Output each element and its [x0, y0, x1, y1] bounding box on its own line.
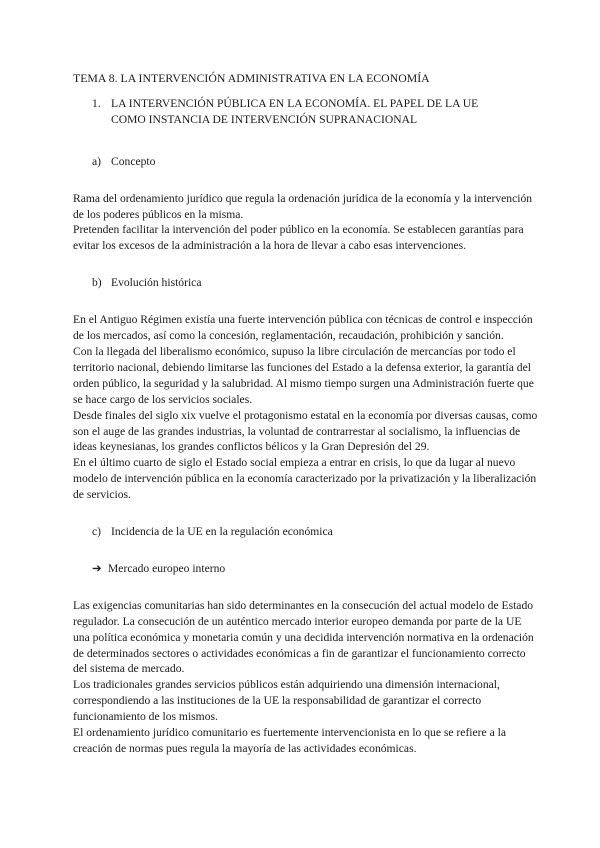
subheading-text: Incidencia de la UE en la regulación económica: [111, 525, 333, 539]
paragraph-evolucion: [73, 312, 540, 503]
section-heading: [92, 96, 540, 128]
section-heading-text: LA INTERVENCIÓN PÚBLICA EN LA ECONOMÍA. EL PAPEL DE LA UE COMO INSTANCIA DE INTERVENCIÓN SUPRANACIONAL: [111, 96, 479, 126]
paragraph-line: El ordenamiento jurídico comunitario es fuertemente intervencionista en lo que se refiere a la creación de normas pues regula la mayoría de las actividades económicas.: [73, 726, 506, 755]
arrow-right-icon: ➔: [92, 561, 102, 575]
paragraph-concepto: [73, 191, 540, 255]
arrow-item-text: Mercado europeo interno: [108, 561, 226, 575]
page-title: TEMA 8. LA INTERVENCIÓN ADMINISTRATIVA EN LA ECONOMÍA: [73, 71, 430, 85]
paragraph-line: Las exigencias comunitarias han sido determinantes en la consecución del actual modelo de Estado regulador. La consecución de un auténtico mercado interior europeo demanda por parte de la UE una política económica y monetaria común y una decidida intervención normativa en la ordenación de determinados sectores o actividades económicas a fin de garantizar el funcionamiento correcto del sistema de mercado.: [73, 598, 534, 676]
paragraph-line: Rama del ordenamiento jurídico que regula la ordenación jurídica de la economía y la intervención de los poderes públicos en la misma.: [73, 191, 533, 221]
paragraph-line: Los tradicionales grandes servicios públicos están adquiriendo una dimensión internacional, correspondiendo a las instituciones de la UE la responsabilidad de garantizar el correcto funcionamiento de los mismos.: [73, 678, 500, 724]
subheading-evolucion: [92, 275, 540, 291]
subheading-incidencia-ue: [92, 524, 540, 540]
subheading-concepto: [92, 154, 540, 170]
subheading-label: c): [92, 525, 102, 539]
arrow-bullet-item: [92, 561, 540, 577]
paragraph-line: Con la llegada del liberalismo económico, supuso la libre circulación de mercancías por todo el territorio nacional, debiendo limitarse las funciones del Estado a la defensa exterior, la garantía del orden público, la seguridad y la salubridad. Al mismo tiempo surgen una Administración fuerte que se hace cargo de los servicios sociales.: [73, 344, 534, 406]
section-number: 1.: [92, 96, 101, 110]
paragraph-mercado: [73, 598, 540, 757]
subheading-text: Concepto: [111, 154, 156, 168]
paragraph-line: Pretenden facilitar la intervención del poder público en la economía. Se establecen garantías para evitar los excesos de la administración a la hora de llevar a cabo esas intervenciones.: [73, 223, 524, 253]
paragraph-line: En el último cuarto de siglo el Estado social empieza a entrar en crisis, lo que da lugar al nuevo modelo de intervención pública en la economía caracterizado por la privatización y la liberalización de servicios.: [73, 456, 537, 502]
subheading-text: Evolución histórica: [111, 276, 202, 290]
paragraph-line: En el Antiguo Régimen existía una fuerte intervención pública con técnicas de control e inspección de los mercados, así como la concesión, reglamentación, recaudación, prohibición y sanción.: [73, 313, 533, 343]
subheading-label: b): [92, 276, 102, 290]
subheading-label: a): [92, 154, 102, 168]
paragraph-line: Desde finales del siglo xix vuelve el protagonismo estatal en la economía por diversas causas, como son el auge de las grandes industrias, la voluntad de contrarrestar al socialismo, la influencias de ideas keynesianas, los grandes conflictos bélicos y la Gran Depresión del 29.: [73, 408, 538, 454]
